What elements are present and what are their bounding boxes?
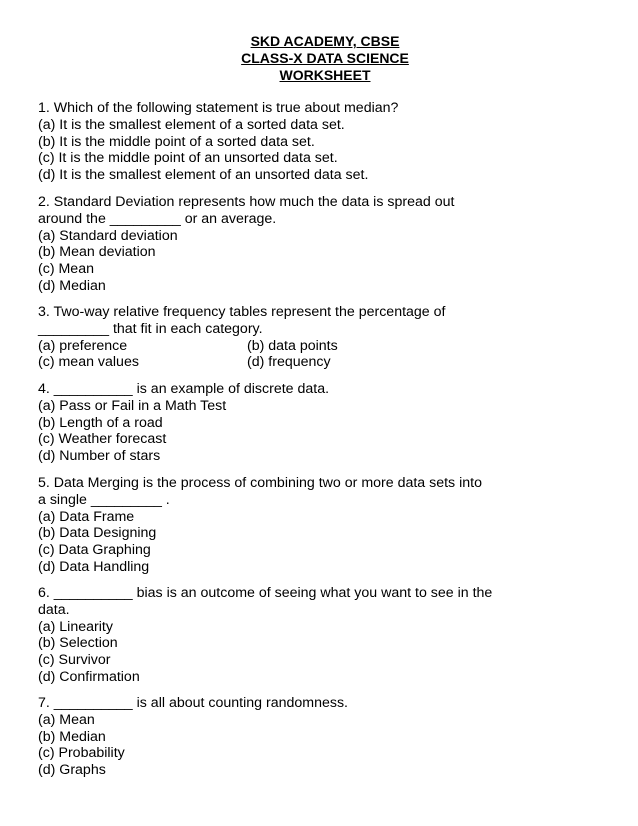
question-4 [38,381,598,465]
question-2-text-line-2: around the _________ or an average. [38,210,277,227]
question-3-options-row-1 [38,338,598,355]
question-2 [38,194,598,295]
class-subject: CLASS-X DATA SCIENCE [241,50,409,66]
question-3-option-a: (a) preference [38,337,128,354]
question-3-option-d: (d) frequency [247,354,331,371]
question-2-text-line-1: 2. Standard Deviation represents how much the data is spread out [38,194,455,210]
worksheet-header [0,33,638,84]
question-5-text-line-2: a single _________ . [38,491,170,508]
question-1-option-b: (b) It is the middle point of a sorted data set. [38,133,315,150]
question-7-text: 7. __________ is all about counting randomness. [38,695,348,711]
question-7-option-b: (b) Median [38,728,106,745]
question-1 [38,100,598,184]
question-5-option-d: (d) Data Handling [38,558,150,575]
question-6-text-line-1: 6. __________ bias is an outcome of seeing what you want to see in the [38,585,493,601]
question-3-text-line-1: 3. Two-way relative frequency tables represent the percentage of [38,304,446,320]
question-6-option-c: (c) Survivor [38,652,111,669]
question-1-option-a: (a) It is the smallest element of a sorted data set. [38,116,345,133]
question-5-option-c: (c) Data Graphing [38,542,151,559]
question-2-option-b: (b) Mean deviation [38,244,156,261]
question-2-option-a: (a) Standard deviation [38,227,178,244]
question-4-option-c: (c) Weather forecast [38,431,167,448]
question-1-option-c: (c) It is the middle point of an unsorted data set. [38,150,338,167]
question-1-text: 1. Which of the following statement is true about median? [38,100,399,116]
question-6-text-line-2: data. [38,601,70,618]
question-3-option-c: (c) mean values [38,354,139,371]
question-4-option-b: (b) Length of a road [38,414,163,431]
question-7-option-a: (a) Mean [38,711,95,728]
question-6-option-b: (b) Selection [38,635,118,652]
question-5-option-a: (a) Data Frame [38,508,135,525]
question-4-text: 4. __________ is an example of discrete data. [38,381,330,397]
question-6-option-a: (a) Linearity [38,618,113,635]
question-3-options-row-2 [38,354,598,371]
question-7-option-d: (d) Graphs [38,762,106,779]
question-6 [38,585,598,686]
question-2-option-c: (c) Mean [38,261,94,278]
school-name: SKD ACADEMY, CBSE [250,33,400,49]
question-5-option-b: (b) Data Designing [38,525,157,542]
question-4-option-a: (a) Pass or Fail in a Math Test [38,397,227,414]
question-7 [38,695,598,779]
question-5 [38,475,598,576]
question-2-option-d: (d) Median [38,277,106,294]
question-1-option-d: (d) It is the smallest element of an unsorted data set. [38,167,369,184]
question-6-option-d: (d) Confirmation [38,668,140,685]
question-7-option-c: (c) Probability [38,745,125,762]
question-5-text-line-1: 5. Data Merging is the process of combining two or more data sets into [38,475,482,491]
question-3-text-line-2: _________ that fit in each category. [38,320,263,337]
document-type: WORKSHEET [279,67,371,83]
question-3-option-b: (b) data points [247,337,338,354]
question-3 [38,304,598,371]
question-4-option-d: (d) Number of stars [38,448,161,465]
